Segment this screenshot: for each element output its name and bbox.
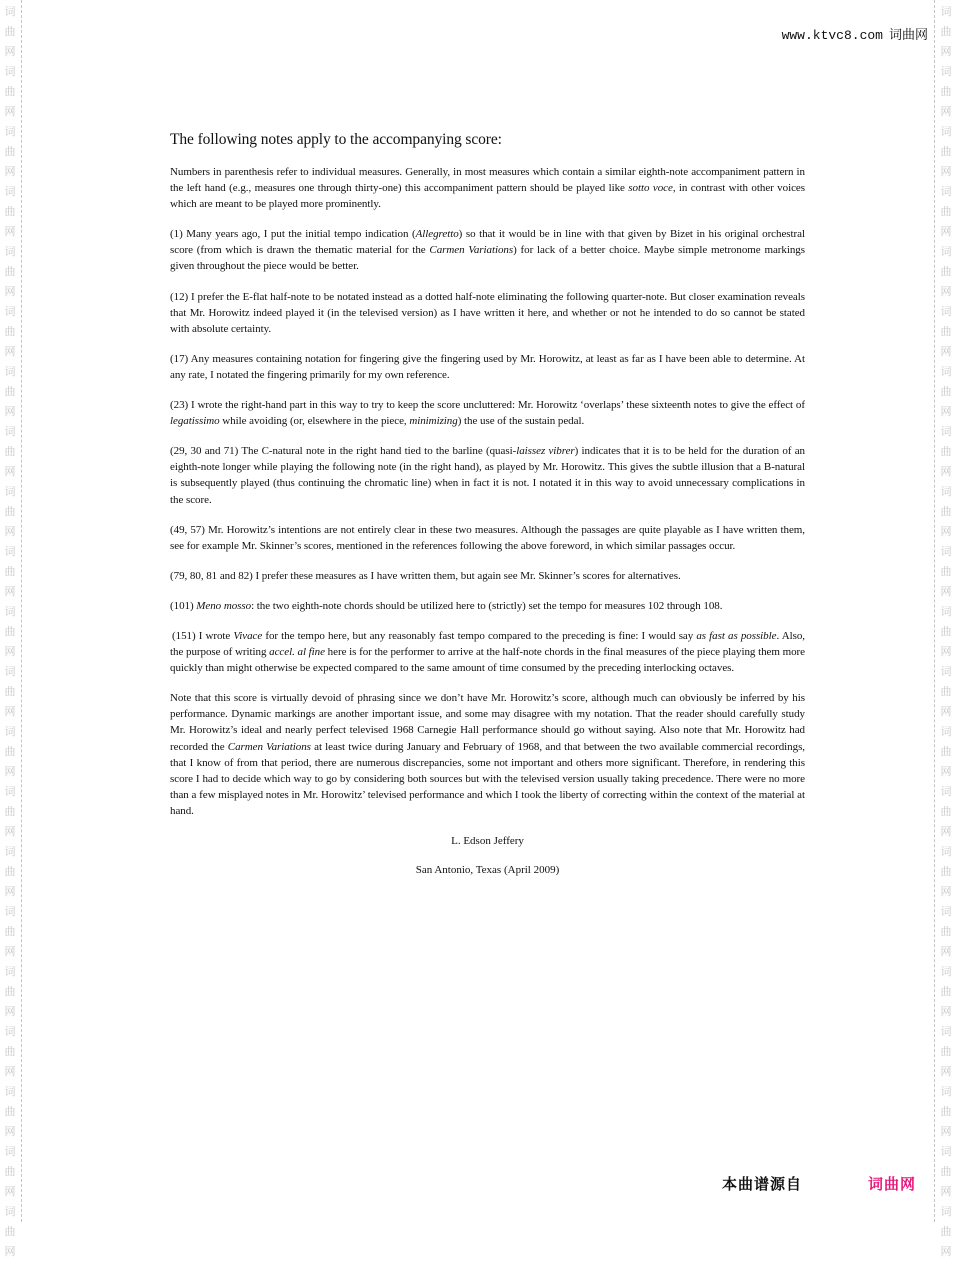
- watermark-group: [938, 122, 954, 182]
- measure-ref: (49, 57): [170, 523, 205, 536]
- watermark-char: 网: [4, 1185, 16, 1198]
- watermark-char: 词: [940, 365, 952, 378]
- note-paragraph-29-30-71: [170, 443, 805, 507]
- watermark-char: 网: [940, 45, 952, 58]
- watermark-char: 词: [940, 605, 952, 618]
- watermark-char: 网: [940, 585, 952, 598]
- watermark-char: 词: [4, 5, 16, 18]
- text-run: for the tempo here, but any reasonably fast tempo compared to the preceding is fine: I would say: [262, 629, 697, 642]
- watermark-char: 词: [4, 485, 16, 498]
- watermark-char: 网: [4, 345, 16, 358]
- watermark-char: 词: [4, 1205, 16, 1218]
- watermark-char: 词: [4, 905, 16, 918]
- watermark-group: [938, 602, 954, 662]
- watermark-char: 词: [940, 965, 952, 978]
- watermark-char: 词: [4, 65, 16, 78]
- site-url[interactable]: www.ktvc8.com: [781, 28, 883, 43]
- watermark-char: 词: [940, 1145, 952, 1158]
- watermark-char: 网: [940, 645, 952, 658]
- watermark-char: 网: [940, 1065, 952, 1078]
- watermark-char: 网: [940, 225, 952, 238]
- watermark-char: 曲: [940, 325, 952, 338]
- watermark-char: 曲: [940, 1105, 952, 1118]
- italic-term: laissez vibrer: [516, 445, 575, 458]
- text-run: while avoiding (or, elsewhere in the piece,: [219, 415, 410, 428]
- document-title: The following notes apply to the accompanying score:: [170, 131, 502, 148]
- text-run: I wrote: [195, 629, 234, 642]
- watermark-char: 词: [940, 785, 952, 798]
- measure-ref: (151): [172, 629, 196, 642]
- watermark-group: [2, 62, 18, 122]
- watermark-char: 网: [4, 405, 16, 418]
- watermark-group: [2, 182, 18, 242]
- watermark-char: 曲: [4, 1165, 16, 1178]
- watermark-char: 词: [4, 1145, 16, 1158]
- watermark-char: 曲: [940, 85, 952, 98]
- watermark-char: 曲: [4, 85, 16, 98]
- watermark-group: [938, 722, 954, 782]
- watermark-char: 网: [4, 1245, 16, 1258]
- watermark-char: 词: [4, 965, 16, 978]
- watermark-char: 网: [940, 1005, 952, 1018]
- right-margin-watermark: [936, 0, 956, 1258]
- watermark-char: 网: [940, 465, 952, 478]
- watermark-char: 网: [940, 105, 952, 118]
- intro-paragraph: [170, 164, 805, 212]
- watermark-group: [2, 1082, 18, 1142]
- watermark-char: 词: [4, 545, 16, 558]
- italic-term: accel. al fine: [269, 646, 325, 659]
- site-name: 词曲网: [888, 28, 928, 43]
- watermark-group: [938, 62, 954, 122]
- watermark-char: 网: [4, 1005, 16, 1018]
- text-run: ) indicates that it is to be held for the duration of an eighth-note longer while playing the following note (in the right hand), as played by Mr. Horowitz. This gives the subtle illusion that a B-natural is subsequently played (thus continuing the chromatic line) when in fact it is not. I notated it in this way to avoid unnecessary complications in the score.: [170, 445, 805, 506]
- watermark-char: 词: [940, 845, 952, 858]
- watermark-group: [2, 1202, 18, 1262]
- watermark-char: 曲: [4, 865, 16, 878]
- text-run: Mr. Horowitz’s intentions are not entirely clear in these two measures. Although the passages are quite playable as I have written them, see for example Mr. Skinner’s scores, mentioned in the references following the above foreword, in which similar passages occur.: [170, 523, 805, 552]
- watermark-group: [938, 1082, 954, 1142]
- watermark-char: 词: [940, 305, 952, 318]
- watermark-char: 词: [4, 245, 16, 258]
- watermark-group: [2, 242, 18, 302]
- italic-term: Vivace: [233, 629, 263, 642]
- watermark-char: 网: [940, 945, 952, 958]
- left-margin-watermark: [0, 0, 20, 1258]
- watermark-char: 词: [940, 1085, 952, 1098]
- watermark-char: 词: [940, 125, 952, 138]
- watermark-char: 网: [4, 45, 16, 58]
- note-paragraph-101: [170, 598, 805, 614]
- watermark-group: [938, 1202, 954, 1262]
- watermark-group: [938, 482, 954, 542]
- watermark-char: 网: [4, 465, 16, 478]
- watermark-char: 曲: [4, 745, 16, 758]
- watermark-char: 词: [4, 725, 16, 738]
- watermark-group: [938, 1142, 954, 1202]
- watermark-char: 词: [940, 5, 952, 18]
- watermark-char: 曲: [940, 1165, 952, 1178]
- note-paragraph-1: [170, 226, 805, 274]
- watermark-char: 曲: [4, 205, 16, 218]
- closing-paragraph: [170, 690, 805, 819]
- watermark-char: 曲: [940, 265, 952, 278]
- left-margin-dashed-line: [21, 0, 22, 1222]
- watermark-group: [938, 422, 954, 482]
- author-name: L. Edson Jeffery: [451, 835, 524, 847]
- watermark-char: 词: [940, 425, 952, 438]
- watermark-char: 词: [4, 785, 16, 798]
- watermark-char: 曲: [940, 445, 952, 458]
- watermark-char: 词: [4, 125, 16, 138]
- text-run: Note that this score is virtually devoid of phrasing since we don’t have Mr. Horowitz’s score, although much can obviously be inferred by his performance. Dynamic markings are another important issue, and some may disagree with my notation. That the reader should carefully study Mr. Horowitz’s ideal and nearly perfect televised 1968 Carnegie Hall performance should go without saying. Also note that Mr. Horowitz had recorded the: [170, 692, 805, 753]
- watermark-char: 曲: [4, 985, 16, 998]
- watermark-char: 词: [4, 185, 16, 198]
- watermark-group: [938, 542, 954, 602]
- footer-brand-link[interactable]: 词曲网: [868, 1175, 917, 1193]
- watermark-char: 网: [4, 525, 16, 538]
- watermark-group: [2, 1022, 18, 1082]
- text-run: here is for the performer to arrive at the half-note chords in the final measures of the piece playing them more quickly than might otherwise be expected compared to the same amount of time consumed by the preceding interlocking octaves.: [170, 646, 805, 675]
- watermark-char: 网: [4, 885, 16, 898]
- italic-term: Carmen Variations: [429, 244, 514, 257]
- watermark-char: 曲: [940, 145, 952, 158]
- watermark-char: 网: [940, 825, 952, 838]
- watermark-group: [2, 662, 18, 722]
- text-run: I prefer the E-flat half-note to be notated instead as a dotted half-note eliminating the following quarter-note. But closer examination reveals that Mr. Horowitz indeed played it (in the televised version) as I have written it here, and whether or not he intended to do so cannot be stated with absolute certainty.: [170, 290, 805, 335]
- text-run: Many years ago, I put the initial tempo indication (: [182, 228, 416, 241]
- watermark-group: [938, 182, 954, 242]
- watermark-group: [2, 1142, 18, 1202]
- watermark-char: 曲: [940, 25, 952, 38]
- text-run: at least twice during January and February of 1968, and that between the two available commercial recordings, that I know of from that period, there are numerous discrepancies, some not important and others more significant. Therefore, in rendering this score I had to decide which way to go by considering both sources but with the televised version usually taking precedence. There were no more than a few misplayed notes in Mr. Horowitz’ televised performance and which I took the liberty of correcting within the context of the material at hand.: [170, 740, 805, 817]
- measure-ref: (29, 30 and 71): [170, 445, 239, 458]
- watermark-char: 曲: [4, 1105, 16, 1118]
- watermark-char: 网: [940, 285, 952, 298]
- note-paragraph-79-82: [170, 568, 805, 584]
- watermark-group: [2, 2, 18, 62]
- watermark-char: 曲: [940, 505, 952, 518]
- watermark-char: 词: [4, 425, 16, 438]
- italic-term: as fast as possible: [696, 629, 777, 642]
- watermark-char: 曲: [4, 505, 16, 518]
- text-run: Numbers in parenthesis refer to individual measures. Generally, in most measures which contain a similar eighth-note accompaniment pattern in the left hand (e.g., measures one through thirty-one) this accompaniment pattern should be played like: [170, 166, 805, 195]
- watermark-char: 网: [940, 885, 952, 898]
- watermark-char: 网: [4, 105, 16, 118]
- watermark-char: 曲: [4, 805, 16, 818]
- watermark-char: 网: [4, 165, 16, 178]
- watermark-group: [938, 962, 954, 1022]
- watermark-char: 曲: [4, 625, 16, 638]
- watermark-group: [938, 302, 954, 362]
- watermark-char: 曲: [940, 565, 952, 578]
- watermark-char: 网: [940, 1245, 952, 1258]
- watermark-char: 曲: [940, 1045, 952, 1058]
- watermark-group: [938, 362, 954, 422]
- watermark-group: [938, 842, 954, 902]
- watermark-char: 网: [940, 705, 952, 718]
- text-run: . Also, the purpose of writing: [170, 629, 805, 659]
- watermark-char: 网: [4, 225, 16, 238]
- watermark-char: 曲: [4, 325, 16, 338]
- watermark-group: [938, 2, 954, 62]
- measure-ref: (12): [170, 290, 189, 303]
- measure-ref: (1): [170, 228, 183, 241]
- measure-ref: (79, 80, 81 and 82): [170, 569, 253, 582]
- text-run: ) the use of the sustain pedal.: [457, 415, 585, 428]
- watermark-char: 词: [940, 485, 952, 498]
- watermark-char: 网: [4, 945, 16, 958]
- italic-term: sotto voce: [628, 182, 673, 195]
- document-body: [170, 131, 805, 878]
- watermark-char: 网: [4, 1125, 16, 1138]
- watermark-char: 词: [940, 1205, 952, 1218]
- watermark-char: 曲: [4, 445, 16, 458]
- watermark-char: 网: [940, 765, 952, 778]
- measure-ref: (17): [170, 352, 189, 365]
- watermark-char: 曲: [4, 1045, 16, 1058]
- watermark-char: 词: [4, 665, 16, 678]
- watermark-group: [2, 962, 18, 1022]
- watermark-char: 曲: [4, 1225, 16, 1238]
- place-and-date: San Antonio, Texas (April 2009): [415, 864, 560, 876]
- note-paragraph-12: [170, 289, 805, 337]
- watermark-char: 词: [940, 725, 952, 738]
- watermark-char: 曲: [4, 145, 16, 158]
- note-paragraph-151: [170, 628, 805, 676]
- watermark-char: 词: [940, 65, 952, 78]
- measure-ref: (23): [170, 399, 189, 412]
- italic-term: Meno mosso: [196, 599, 252, 612]
- site-header: [782, 24, 928, 43]
- watermark-char: 网: [4, 285, 16, 298]
- watermark-char: 词: [940, 185, 952, 198]
- watermark-char: 曲: [940, 1225, 952, 1238]
- watermark-char: 曲: [940, 685, 952, 698]
- right-margin-dashed-line: [934, 0, 935, 1222]
- watermark-char: 曲: [4, 565, 16, 578]
- text-run: Any measures containing notation for fingering give the fingering used by Mr. Horowitz, at least as far as I have been able to determine. At any rate, I notated the fingering primarily for my own reference.: [170, 352, 805, 381]
- watermark-char: 词: [4, 1025, 16, 1038]
- italic-term: Allegretto: [415, 228, 459, 241]
- watermark-char: 网: [940, 1185, 952, 1198]
- watermark-char: 网: [4, 585, 16, 598]
- watermark-char: 曲: [940, 985, 952, 998]
- watermark-char: 词: [940, 905, 952, 918]
- watermark-group: [938, 902, 954, 962]
- watermark-char: 网: [940, 1125, 952, 1138]
- watermark-char: 曲: [940, 805, 952, 818]
- watermark-char: 曲: [940, 925, 952, 938]
- watermark-char: 网: [4, 645, 16, 658]
- watermark-char: 曲: [940, 625, 952, 638]
- italic-term: minimizing: [409, 415, 458, 428]
- watermark-char: 词: [4, 305, 16, 318]
- watermark-group: [2, 422, 18, 482]
- watermark-char: 曲: [4, 265, 16, 278]
- watermark-char: 曲: [940, 745, 952, 758]
- watermark-char: 网: [940, 525, 952, 538]
- watermark-char: 曲: [940, 385, 952, 398]
- text-run: The C-natural note in the right hand tied to the barline (quasi-: [238, 445, 517, 458]
- watermark-char: 词: [940, 665, 952, 678]
- watermark-group: [2, 482, 18, 542]
- watermark-char: 网: [4, 705, 16, 718]
- note-paragraph-17: [170, 351, 805, 383]
- text-run: I prefer these measures as I have written them, but again see Mr. Skinner’s scores for alternatives.: [252, 569, 681, 582]
- watermark-char: 曲: [4, 925, 16, 938]
- watermark-group: [2, 722, 18, 782]
- watermark-char: 曲: [4, 385, 16, 398]
- text-run: ) for lack of a better choice. Maybe simple metronome markings given throughout the piece would be better.: [170, 244, 805, 273]
- watermark-group: [2, 902, 18, 962]
- watermark-char: 网: [4, 765, 16, 778]
- watermark-group: [938, 662, 954, 722]
- italic-term: legatissimo: [170, 415, 220, 428]
- watermark-group: [938, 1022, 954, 1082]
- watermark-group: [2, 362, 18, 422]
- watermark-char: 网: [940, 165, 952, 178]
- watermark-char: 词: [940, 545, 952, 558]
- watermark-char: 网: [4, 825, 16, 838]
- text-run: ) so that it would be in line with that given by Bizet in his original orchestral score (from which is drawn the thematic material for the: [170, 228, 805, 257]
- watermark-char: 曲: [4, 25, 16, 38]
- watermark-char: 曲: [4, 685, 16, 698]
- watermark-group: [2, 782, 18, 842]
- text-run: I wrote the right-hand part in this way to try to keep the score uncluttered: Mr. Horowitz ‘overlaps’ these sixteenth notes to give the effect of: [188, 399, 805, 412]
- watermark-char: 网: [4, 1065, 16, 1078]
- watermark-char: 词: [940, 1025, 952, 1038]
- watermark-group: [2, 842, 18, 902]
- watermark-group: [2, 602, 18, 662]
- watermark-char: 词: [4, 365, 16, 378]
- text-run: : the two eighth-note chords should be utilized here to (strictly) set the tempo for measures 102 through 108.: [251, 599, 723, 612]
- watermark-char: 网: [940, 405, 952, 418]
- text-run: , in contrast with other voices which are meant to be played more prominently.: [170, 182, 805, 211]
- measure-ref: (101): [170, 599, 194, 612]
- watermark-group: [938, 242, 954, 302]
- footer-source-label: 本曲谱源自: [722, 1175, 803, 1193]
- watermark-char: 曲: [940, 205, 952, 218]
- note-paragraph-49-57: [170, 522, 805, 554]
- italic-term: Carmen Variations: [227, 740, 311, 753]
- watermark-group: [2, 542, 18, 602]
- watermark-group: [2, 122, 18, 182]
- watermark-char: 词: [4, 1085, 16, 1098]
- watermark-char: 词: [4, 845, 16, 858]
- watermark-group: [938, 782, 954, 842]
- watermark-char: 曲: [940, 865, 952, 878]
- note-paragraph-23: [170, 397, 805, 429]
- watermark-char: 词: [4, 605, 16, 618]
- watermark-group: [2, 302, 18, 362]
- watermark-char: 网: [940, 345, 952, 358]
- watermark-char: 词: [940, 245, 952, 258]
